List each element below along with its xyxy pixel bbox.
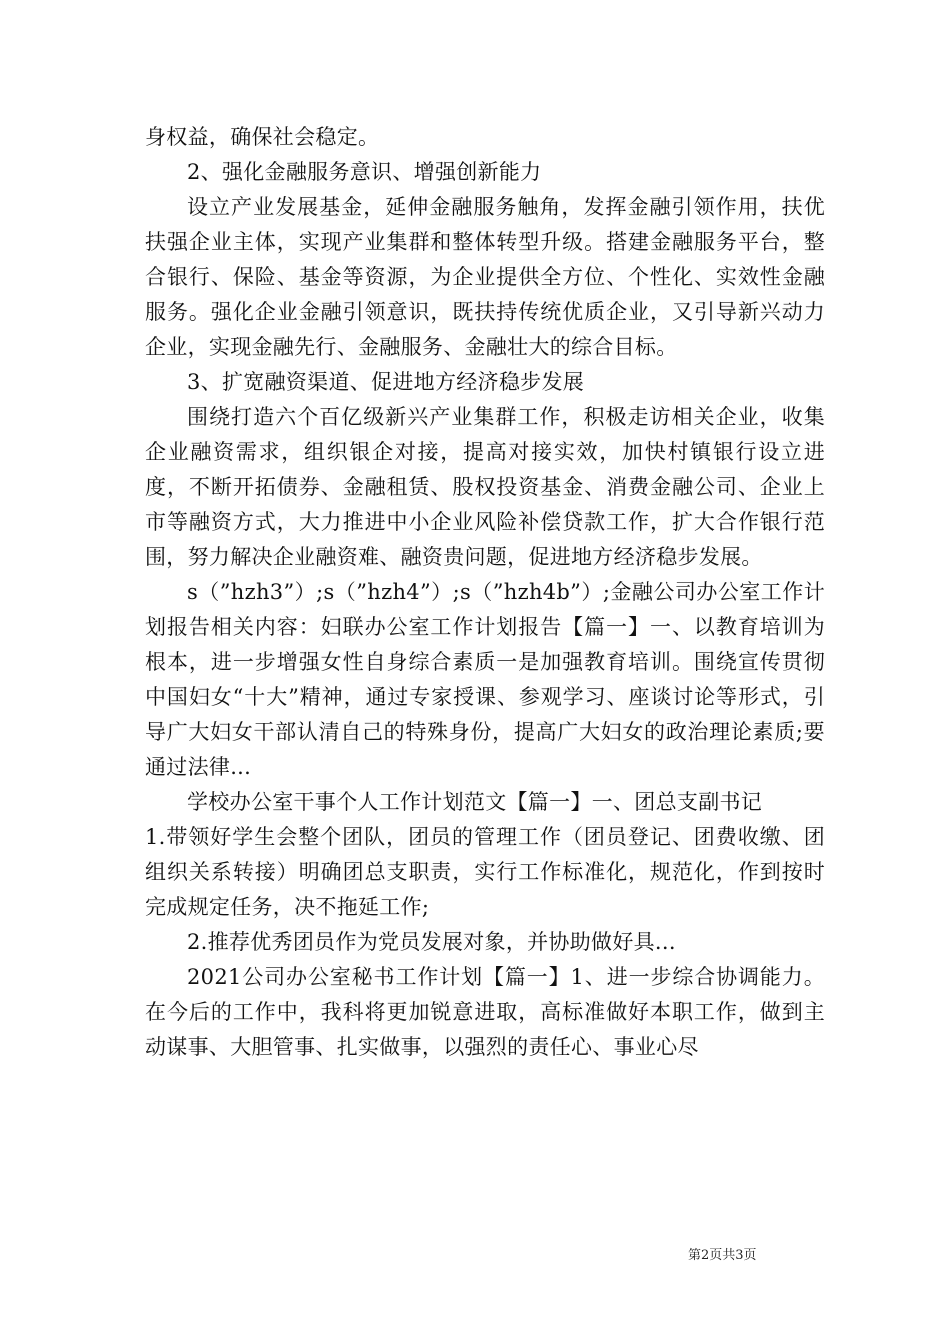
paragraph-4: s（”hzh3”）;s（”hzh4”）;s（”hzh4b”）;金融公司办公室工作计划报告相关内容：妇联办公室工作计划报告【篇一】一、以教育培训为根本，进一步增强女性自身综合素质一是加强教育培训。围绕宣传贯彻中国妇女“十大”精神，通过专家授课、参观学习、座谈讨论等形式，引导广大妇女干部认清自己的特殊身份，提高广大妇女的政治理论素质;要通过法律... (145, 580, 825, 779)
paragraph-3: 围绕打造六个百亿级新兴产业集群工作，积极走访相关企业，收集企业融资需求，组织银企对接，提高对接实效，加快村镇银行设立进度，不断开拓债券、金融租赁、股权投资基金、消费金融公司、企业上市等融资方式，大力推进中小企业风险补偿贷款工作，扩大合作银行范围，努力解决企业融资难、融资贵问题，促进地方经济稳步发展。 (145, 405, 825, 569)
paragraph-2: 设立产业发展基金，延伸金融服务触角，发挥金融引领作用，扶优扶强企业主体，实现产业集群和整体转型升级。搭建金融服务平台，整合银行、保险、基金等资源，为企业提供全方位、个性化、实效性金融服务。强化企业金融引领意识，既扶持传统优质企业，又引导新兴动力企业，实现金融先行、金融服务、金融壮大的综合目标。 (145, 195, 825, 359)
section-heading-2: 2、强化金融服务意识、增强创新能力 (187, 160, 542, 184)
paragraph-1: 身权益，确保社会稳定。 (145, 125, 380, 149)
paragraph-5: 学校办公室干事个人工作计划范文【篇一】一、团总支副书记 (187, 790, 763, 814)
paragraph-6: 1.带领好学生会整个团队，团员的管理工作（团员登记、团费收缴、团组织关系转接）明确团总支职责，实行工作标准化，规范化，作到按时完成规定任务，决不拖延工作; (145, 825, 825, 919)
page-number: 第2页共3页 (688, 1248, 757, 1263)
document-body (145, 120, 825, 1065)
section-heading-3: 3、扩宽融资渠道、促进地方经济稳步发展 (187, 370, 585, 394)
paragraph-8: 2021公司办公室秘书工作计划【篇一】1、进一步综合协调能力。在今后的工作中，我科将更加锐意进取，高标准做好本职工作，做到主动谋事、大胆管事、扎实做事，以强烈的责任心、事业心尽 (145, 965, 825, 1059)
paragraph-7: 2.推荐优秀团员作为党员发展对象，并协助做好具... (187, 930, 676, 954)
